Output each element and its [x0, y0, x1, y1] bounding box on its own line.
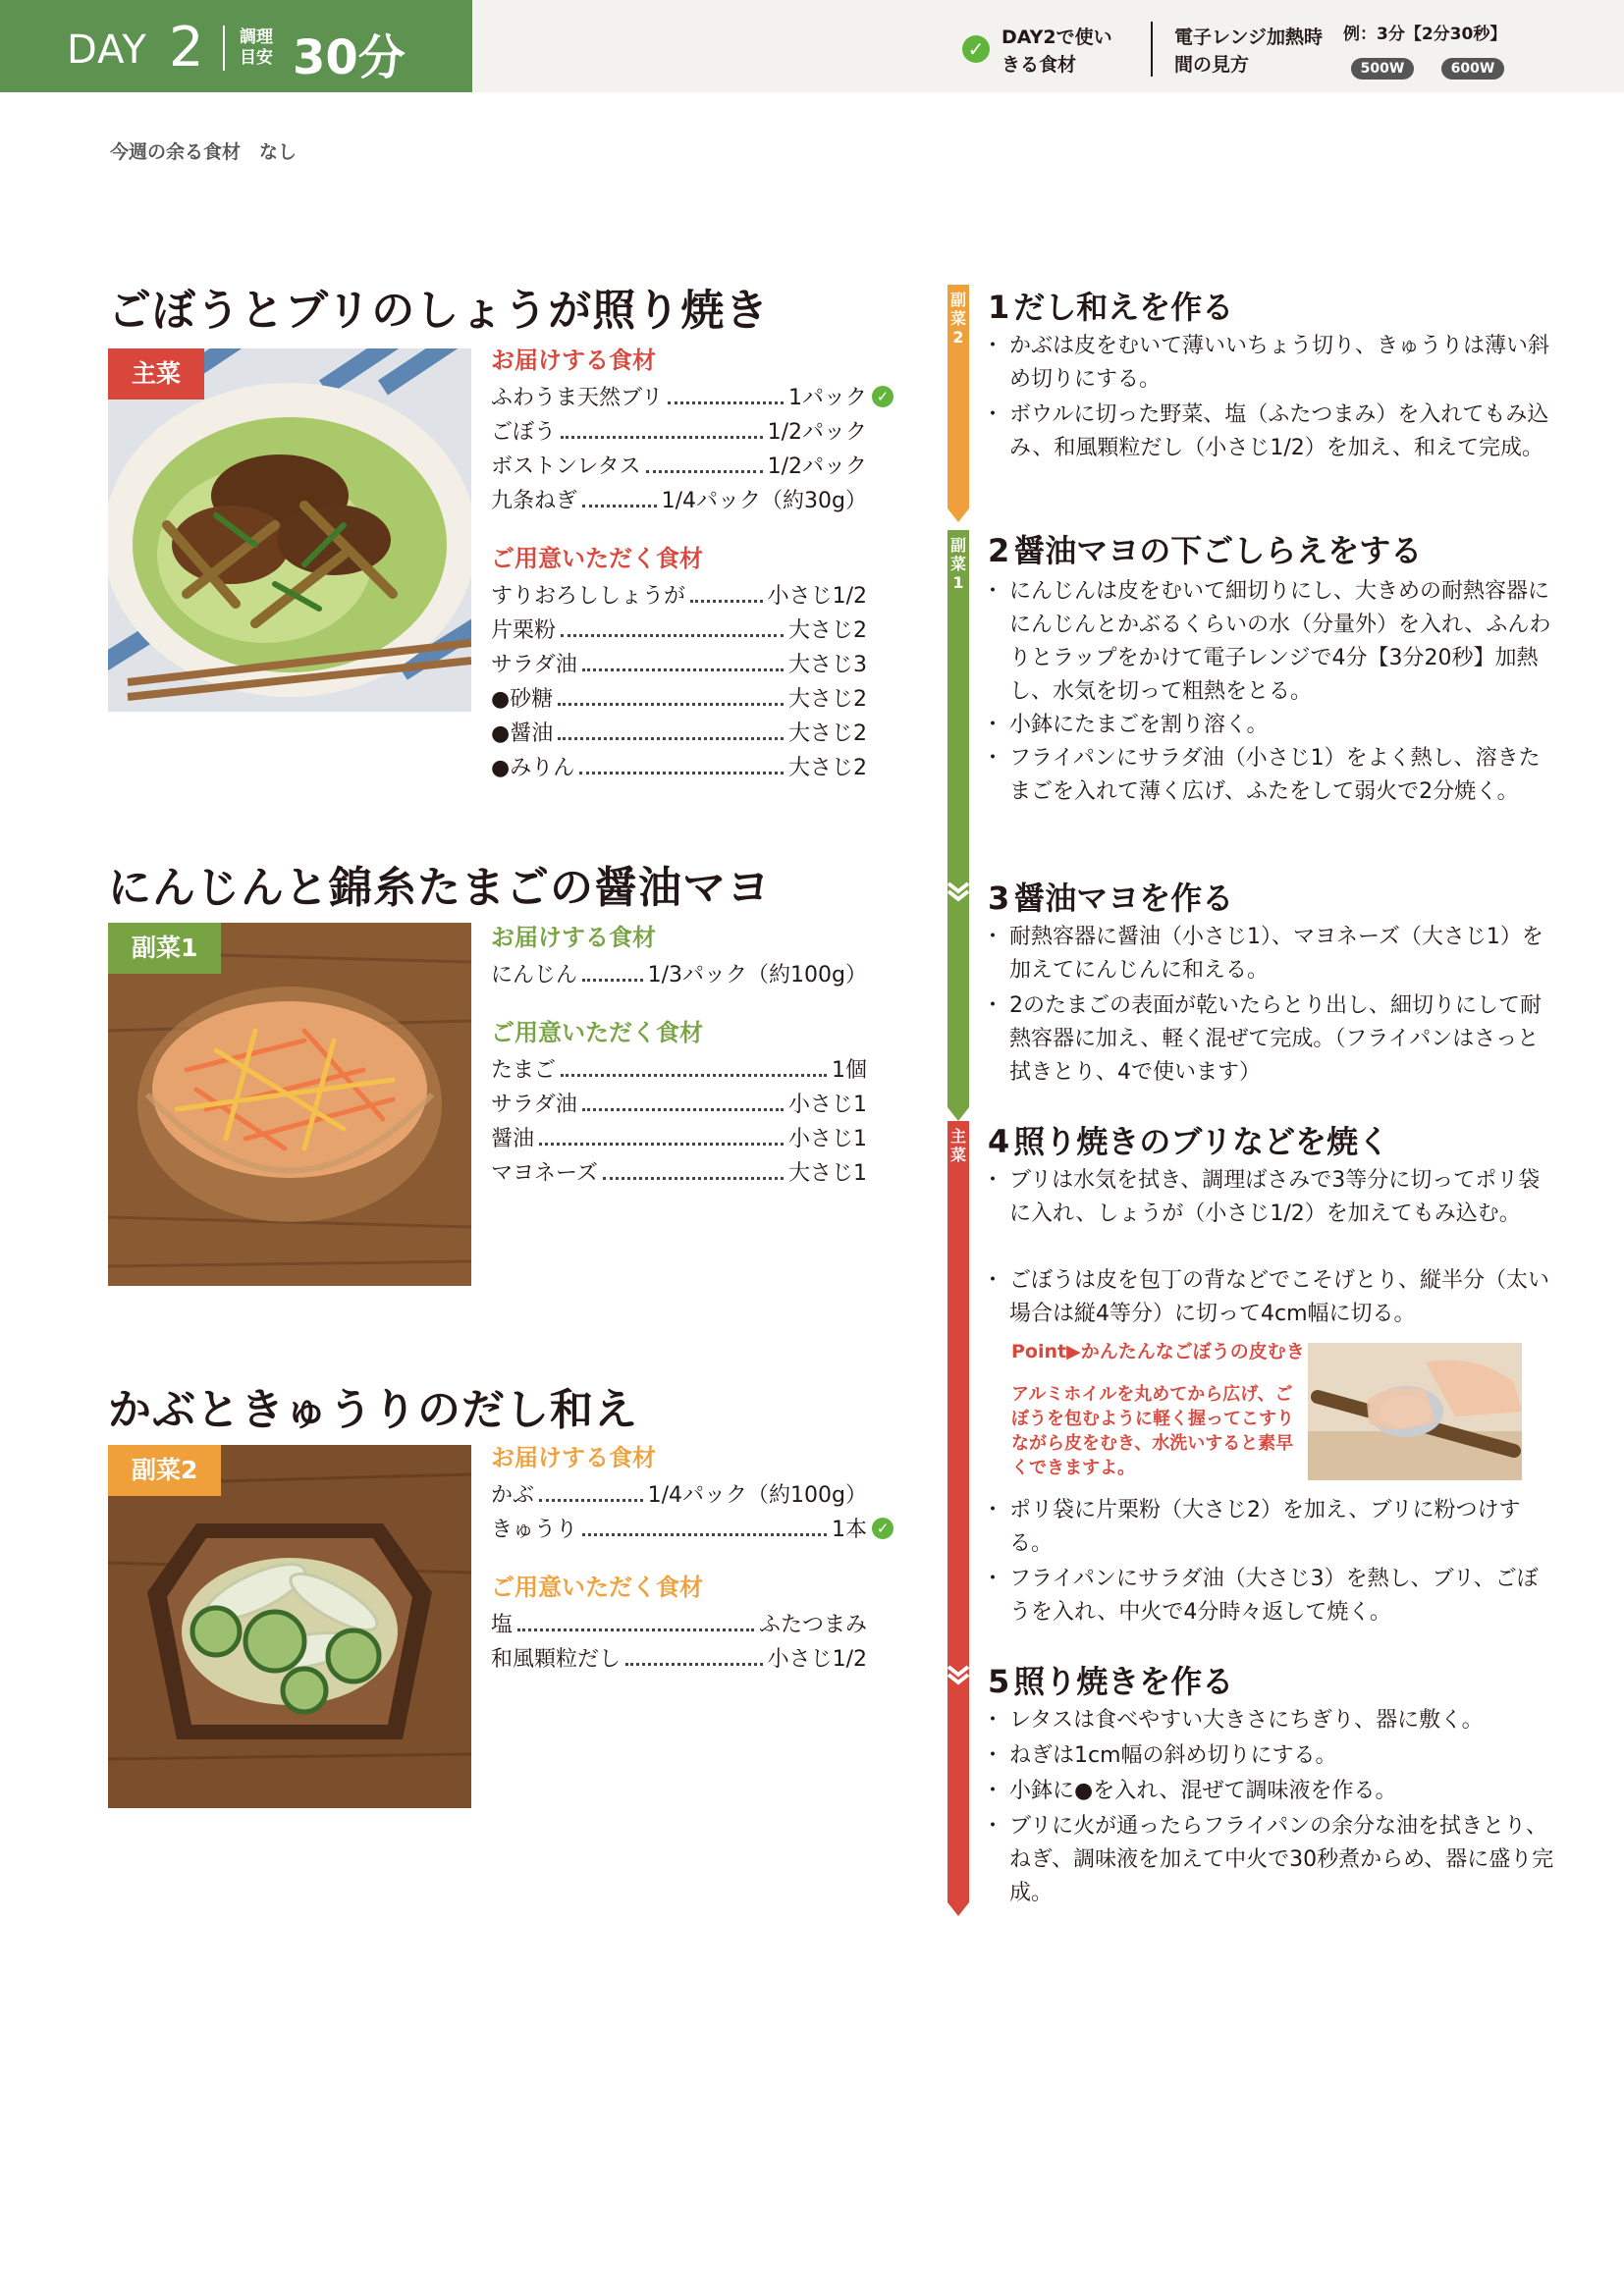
step-heading: 2 醤油マヨの下ごしらえをする — [988, 532, 1423, 569]
delivered-heading: お届けする食材 — [491, 924, 656, 951]
step-bullet: ・ ブリに火が通ったらフライパンの余分な油を拭きとり、ねぎ、調味液を加えて中火で30秒煮からめ、器に盛り完成。 — [986, 1810, 1559, 1910]
ingredient-row: 塩 ふたつまみ — [491, 1613, 867, 1637]
prepare-heading: ご用意いただく食材 — [491, 1574, 703, 1601]
ingredient-row: かぶ 1/4パック（約100g） — [491, 1483, 867, 1508]
photo-carrot-egg-mayo — [108, 923, 471, 1286]
check-icon: ✓ — [872, 1518, 893, 1539]
watt-500-badge: 500W — [1351, 58, 1414, 80]
cook-time-label: 調理目安 — [240, 27, 273, 68]
step-bullet: ・ 小鉢にたまごを割り溶く。 — [986, 709, 1559, 742]
ingredient-row: マヨネーズ 大さじ1 — [491, 1161, 867, 1186]
step-bullet: ・ フライパンにサラダ油（大さじ3）を熱し、ブリ、ごぼうを入れ、中火で4分時々返して焼く。 — [986, 1563, 1559, 1629]
step-bullet: ・ 耐熱容器に醤油（小さじ1）、マヨネーズ（大さじ1）を加えてにんじんに和える。 — [986, 921, 1559, 988]
recipe-title-side1: にんじんと錦糸たまごの醤油マヨ — [108, 863, 771, 913]
step-bullet: ・ ごぼうは皮を包丁の背などでこそげとり、縦半分（太い場合は縦4等分）に切って4cm幅に切る。 — [986, 1264, 1559, 1331]
step-bar-label: 主菜 — [949, 1127, 966, 1164]
ingredients-side1 — [491, 919, 893, 1189]
ingredient-row: サラダ油 大さじ3 — [491, 653, 867, 677]
ingredient-row: にんじん 1/3パック（約100g） — [491, 963, 867, 988]
step-bar-side1 — [947, 530, 969, 1107]
delivered-heading: お届けする食材 — [491, 1444, 656, 1471]
photo-buri-teriyaki — [108, 348, 471, 712]
banner-divider — [223, 26, 225, 71]
ingredient-row: ●醤油 大さじ2 — [491, 721, 867, 746]
step-heading: 1 だし和えを作る — [988, 289, 1234, 326]
step-heading: 5 照り焼きを作る — [988, 1663, 1234, 1700]
check-icon: ✓ — [962, 35, 990, 63]
step-bar-label: 副菜1 — [949, 536, 966, 592]
tag-main-dish: 主菜 — [108, 348, 204, 400]
ingredients-side2 — [491, 1439, 893, 1675]
ingredient-row: サラダ油 小さじ1 — [491, 1093, 867, 1117]
ingredient-row: 醤油 小さじ1 — [491, 1127, 867, 1151]
check-icon: ✓ — [872, 386, 893, 407]
chevron-down-icon — [945, 878, 972, 905]
step-bullet: ・ フライパンにサラダ油（小さじ1）をよく熱し、溶きたまごを入れて薄く広げ、ふたをして弱火で2分焼く。 — [986, 742, 1559, 809]
step-bullet: ・ 2のたまごの表面が乾いたらとり出し、細切りにして耐熱容器に加え、軽く混ぜて完成。（フライパンはさっと拭きとり、4で使います） — [986, 989, 1559, 1090]
step-bullet: ・ レタスは食べやすい大きさにちぎり、器に敷く。 — [986, 1704, 1559, 1737]
ingredient-row: ●みりん 大さじ2 — [491, 756, 867, 780]
watt-600-badge: 600W — [1441, 58, 1504, 80]
leftover-ingredients: 今週の余る食材 なし — [110, 141, 298, 163]
ingredient-row: 片栗粉 大さじ2 — [491, 618, 867, 643]
ingredient-row: ●砂糖 大さじ2 — [491, 687, 867, 712]
page-header — [0, 0, 1624, 92]
step-bullet: ・ かぶは皮をむいて薄いいちょう切り、きゅうりは薄い斜め切りにする。 — [986, 330, 1559, 397]
ingredient-row: 九条ねぎ 1/4パック（約30g） — [491, 489, 867, 513]
step-bullet: ・ ねぎは1cm幅の斜め切りにする。 — [986, 1739, 1559, 1773]
uses-up-label: DAY2で使いきる食材 — [1001, 27, 1112, 76]
microwave-example: 例：3分【2分30秒】 — [1343, 25, 1507, 44]
cook-time-value: 30分 — [293, 30, 406, 85]
recipe-title-main: ごぼうとブリのしょうが照り焼き — [108, 286, 770, 336]
ingredient-row: ボストンレタス 1/2パック — [491, 454, 867, 479]
ingredients-main — [491, 342, 893, 783]
tag-side-dish-2: 副菜2 — [108, 1445, 221, 1496]
ingredient-row: 和風顆粒だし 小さじ1/2 — [491, 1647, 867, 1672]
step-bullet: ・ ポリ袋に片栗粉（大さじ2）を加え、ブリに粉つけする。 — [986, 1494, 1559, 1561]
delivered-heading: お届けする食材 — [491, 347, 656, 374]
tag-side-dish-1: 副菜1 — [108, 923, 221, 974]
photo-burdock-peeling — [1308, 1343, 1522, 1480]
header-divider — [1151, 22, 1153, 77]
point-heading: Point▶かんたんなごぼうの皮むき — [1011, 1341, 1305, 1362]
step-heading: 4 照り焼きのブリなどを焼く — [988, 1123, 1389, 1160]
recipe-title-side2: かぶときゅうりのだし和え — [108, 1385, 638, 1435]
step-bar-label: 副菜2 — [949, 291, 966, 347]
photo-turnip-cucumber — [108, 1445, 471, 1808]
step-bullet: ・ ボウルに切った野菜、塩（ふたつまみ）を入れてもみ込み、和風顆粒だし（小さじ1/2）を加え、和えて完成。 — [986, 399, 1559, 465]
day-banner — [0, 0, 472, 92]
chevron-down-icon — [945, 1661, 972, 1688]
ingredient-row: ごぼう 1/2パック — [491, 420, 867, 445]
step-heading: 3 醤油マヨを作る — [988, 880, 1234, 917]
ingredient-row: ふわうま天然ブリ 1パック ✓ — [491, 379, 893, 413]
ingredient-row: きゅうり 1本 ✓ — [491, 1511, 893, 1545]
day-number: 2 — [169, 16, 204, 80]
step-bullet: ・ 小鉢に●を入れ、混ぜて調味液を作る。 — [986, 1775, 1559, 1808]
point-tip — [1011, 1337, 1306, 1480]
step-bullet: ・ ブリは水気を拭き、調理ばさみで3等分に切ってポリ袋に入れ、しょうが（小さじ1/2）を加えてもみ込む。 — [986, 1164, 1559, 1231]
prepare-heading: ご用意いただく食材 — [491, 1019, 703, 1046]
step-bar-side2 — [947, 285, 969, 508]
ingredient-row: すりおろししょうが 小さじ1/2 — [491, 584, 867, 609]
step-bar-main — [947, 1121, 969, 1902]
day-label: DAY — [67, 27, 147, 73]
step-bullet: ・ にんじんは皮をむいて細切りにし、大きめの耐熱容器ににんじんとかぶるくらいの水（分量外）を入れ、ふんわりとラップをかけて電子レンジで4分【3分20秒】加熱し、水気を切って粗熱をとる。 — [986, 575, 1559, 709]
point-body: アルミホイルを丸めてから広げ、ごぼうを包むように軽く握ってこすりながら皮をむき、水洗いすると素早くできますよ。 — [1011, 1384, 1294, 1478]
microwave-guide-label: 電子レンジ加熱時間の見方 — [1174, 27, 1324, 76]
prepare-heading: ご用意いただく食材 — [491, 545, 703, 572]
ingredient-row: たまご 1個 — [491, 1058, 867, 1083]
